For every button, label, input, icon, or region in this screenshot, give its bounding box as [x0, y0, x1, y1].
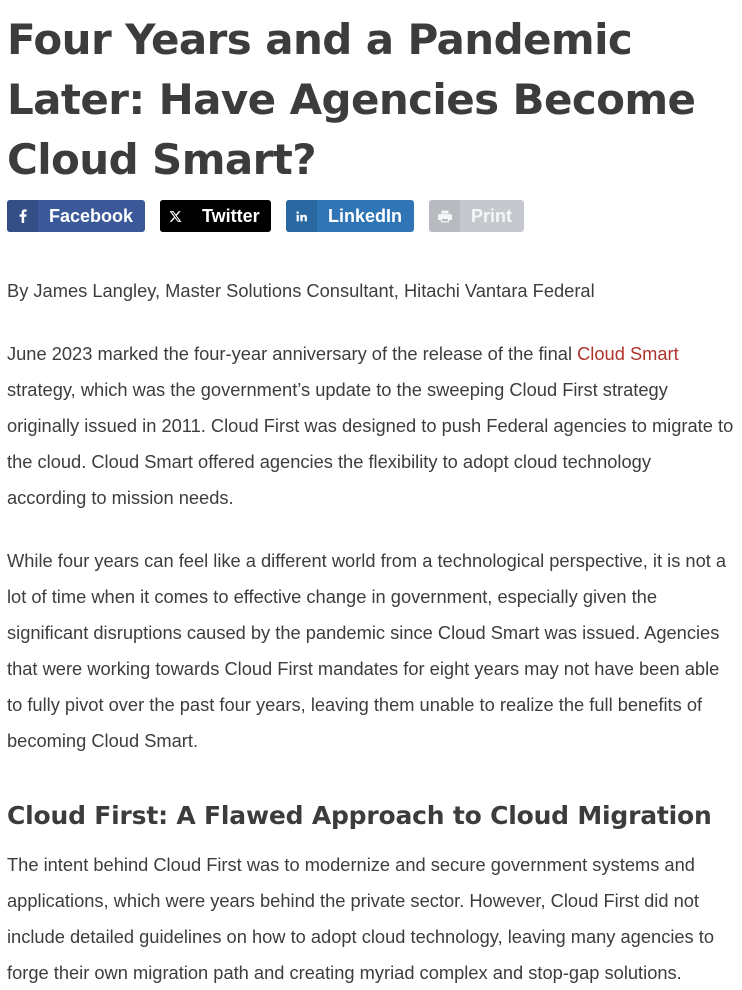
article-paragraph: The intent behind Cloud First was to modernize and secure government systems and applications, which were years behind the private sector. However, Cloud First did not include detailed guidelines on how to adopt cloud technology, leaving many agencies to forge their own migration path and creating myriad complex and stop-gap solutions.	[7, 854, 715, 983]
facebook-share-label: Facebook	[49, 205, 134, 226]
article	[7, 10, 735, 983]
article-paragraph: While four years can feel like a different world from a technological perspective, it is not a lot of time when it comes to effective change in government, especially given the significant disruptions caused by the pandemic since Cloud Smart was issued. Agencies that were working towards Cloud First mandates for eight years may not have been able to fully pivot over the past four years, leaving them unable to realize the full benefits of becoming Cloud Smart.	[7, 550, 727, 751]
paragraph-text: June 2023 marked the four-year anniversary of the release of the final	[7, 343, 578, 364]
paragraph-text: strategy, which was the government’s update to the sweeping Cloud First strategy originally issued in 2011. Cloud First was designed to push Federal agencies to migrate to the cloud. Cloud Smart offered agencies the flexibility to adopt cloud technology according to mission needs.	[7, 379, 734, 508]
twitter-share-label: Twitter	[202, 205, 260, 226]
article-byline: By James Langley, Master Solutions Consultant, Hitachi Vantara Federal	[7, 280, 595, 301]
cloud-smart-link[interactable]: Cloud Smart	[577, 343, 679, 364]
printer-icon	[429, 200, 460, 232]
x-twitter-icon	[160, 200, 191, 232]
section-heading: Cloud First: A Flawed Approach to Cloud Migration	[7, 801, 712, 830]
linkedin-icon	[286, 200, 317, 232]
print-label: Print	[471, 205, 513, 226]
article-title: Four Years and a Pandemic Later: Have Agencies Become Cloud Smart?	[7, 15, 696, 184]
print-button[interactable]	[429, 200, 524, 232]
twitter-share-button[interactable]	[160, 200, 271, 232]
facebook-icon	[7, 200, 38, 232]
article-paragraph	[7, 336, 735, 516]
linkedin-share-button[interactable]	[286, 200, 414, 232]
linkedin-share-label: LinkedIn	[328, 205, 403, 226]
facebook-share-button[interactable]	[7, 200, 145, 232]
